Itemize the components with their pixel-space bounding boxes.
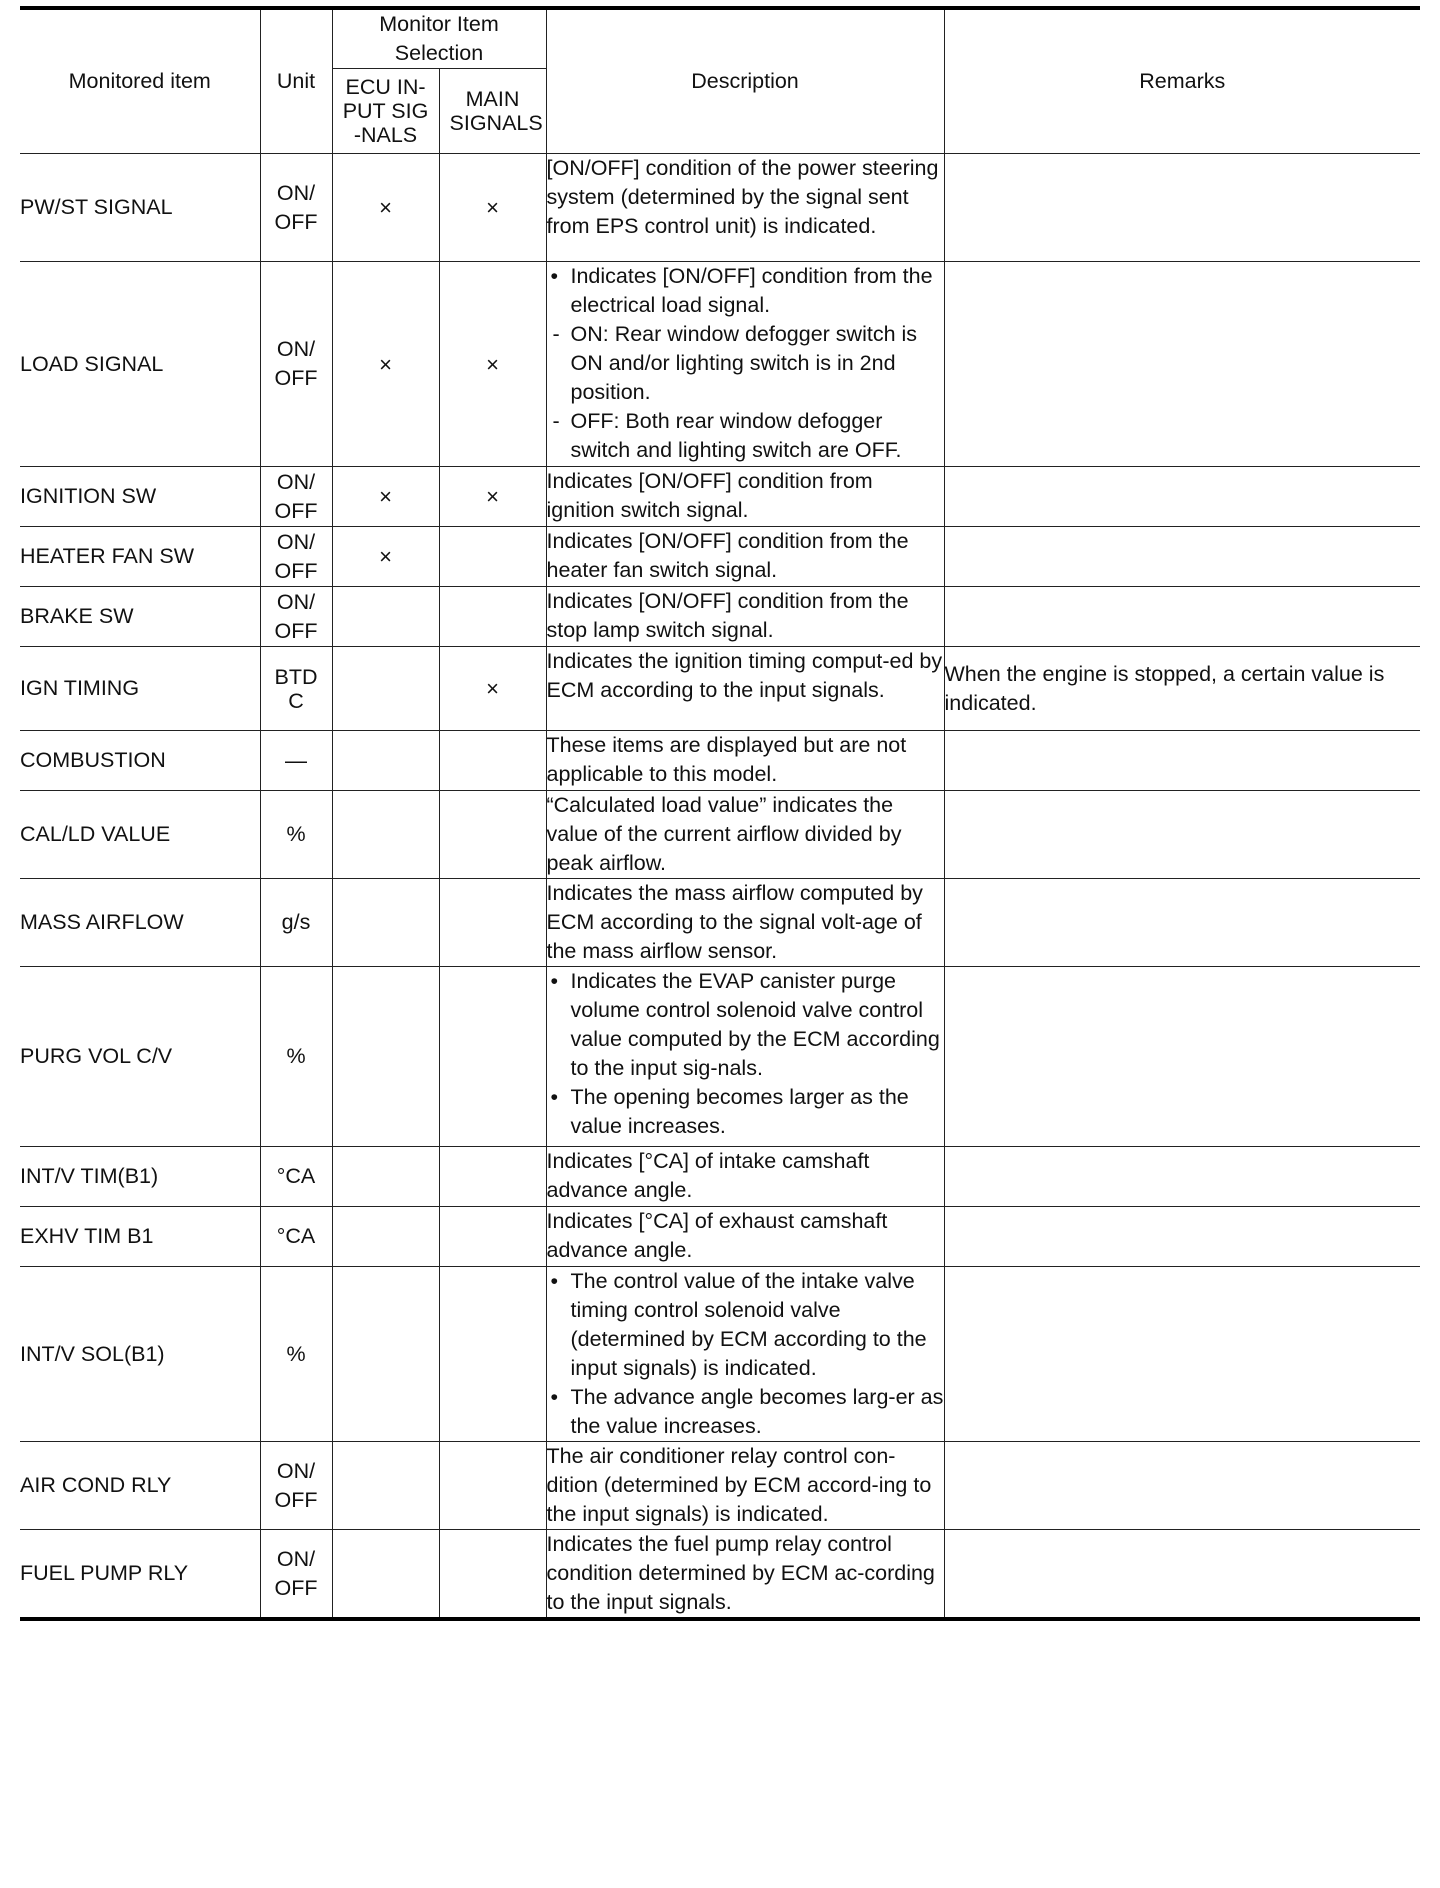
unit-cell: °CA (260, 1207, 332, 1267)
description-cell: “Calculated load value” indicates the value of the current airflow divided by peak airflow. (546, 791, 944, 879)
monitored-item-cell: AIR COND RLY (20, 1442, 260, 1530)
main-signals-mark (439, 731, 546, 791)
monitored-item-cell: EXHV TIM B1 (20, 1207, 260, 1267)
unit-cell: % (260, 1267, 332, 1442)
description-sub-item: - OFF: Both rear window defogger switch and lighting switch are OFF. (547, 407, 944, 465)
main-signals-mark (439, 1530, 546, 1620)
header-ecu-input-signals: ECU IN-PUT SIG-NALS (332, 69, 439, 154)
ecu-input-mark: × (332, 262, 439, 467)
remarks-cell (944, 791, 1420, 879)
remarks-cell (944, 262, 1420, 467)
monitored-item-cell: INT/V TIM(B1) (20, 1147, 260, 1207)
header-main-signals: MAIN SIGNALS (439, 69, 546, 154)
description-bullet: • Indicates the EVAP canister purge volume control solenoid valve control value computed by the ECM according to the input sig-nals. (547, 967, 944, 1083)
ecu-input-mark: × (332, 154, 439, 262)
unit-cell: BTD C (260, 647, 332, 731)
description-cell: Indicates the ignition timing comput-ed by ECM according to the input signals. (546, 647, 944, 731)
main-signals-mark (439, 527, 546, 587)
unit-cell: ON/ OFF (260, 1530, 332, 1620)
ecu-input-mark (332, 587, 439, 647)
description-cell: Indicates the mass airflow computed by ECM according to the signal volt-age of the mass airflow sensor. (546, 879, 944, 967)
monitored-item-cell: COMBUSTION (20, 731, 260, 791)
header-description: Description (546, 8, 944, 154)
description-cell (546, 1267, 944, 1442)
remarks-cell (944, 1267, 1420, 1442)
unit-cell: % (260, 967, 332, 1147)
monitored-item-cell: PW/ST SIGNAL (20, 154, 260, 262)
description-bullet: • Indicates [ON/OFF] condition from the electrical load signal. (547, 262, 944, 320)
table-row (20, 967, 1420, 1147)
main-signals-mark (439, 587, 546, 647)
remarks-cell (944, 467, 1420, 527)
ecu-input-mark (332, 1267, 439, 1442)
main-signals-mark (439, 791, 546, 879)
table-row (20, 1207, 1420, 1267)
ecu-input-mark: × (332, 527, 439, 587)
monitored-item-cell: MASS AIRFLOW (20, 879, 260, 967)
table-row (20, 527, 1420, 587)
monitored-item-cell: BRAKE SW (20, 587, 260, 647)
table-row (20, 467, 1420, 527)
monitored-item-cell: FUEL PUMP RLY (20, 1530, 260, 1620)
unit-cell: g/s (260, 879, 332, 967)
ecu-input-mark (332, 731, 439, 791)
table-row (20, 154, 1420, 262)
unit-cell: ON/ OFF (260, 587, 332, 647)
description-cell (546, 262, 944, 467)
unit-cell: ON/ OFF (260, 467, 332, 527)
description-bullet: • The advance angle becomes larg-er as the value increases. (547, 1383, 944, 1441)
description-bullet: • The opening becomes larger as the value increases. (547, 1083, 944, 1141)
table-row (20, 1530, 1420, 1620)
main-signals-mark: × (439, 467, 546, 527)
description-cell: [ON/OFF] condition of the power steering system (determined by the signal sent from EPS control unit) is indicated. (546, 154, 944, 262)
ecu-input-mark (332, 647, 439, 731)
table-row (20, 731, 1420, 791)
unit-cell: °CA (260, 1147, 332, 1207)
description-cell: Indicates [°CA] of exhaust camshaft advance angle. (546, 1207, 944, 1267)
description-cell: Indicates the fuel pump relay control condition determined by ECM ac-cording to the input signals. (546, 1530, 944, 1620)
remarks-cell (944, 587, 1420, 647)
monitored-item-cell: INT/V SOL(B1) (20, 1267, 260, 1442)
main-signals-mark (439, 1207, 546, 1267)
table-row (20, 647, 1420, 731)
table-row (20, 1442, 1420, 1530)
remarks-cell (944, 154, 1420, 262)
description-cell: Indicates [ON/OFF] condition from ignition switch signal. (546, 467, 944, 527)
ecu-input-mark (332, 1530, 439, 1620)
header-unit: Unit (260, 8, 332, 154)
table-row (20, 262, 1420, 467)
main-signals-mark (439, 1147, 546, 1207)
unit-cell: ON/ OFF (260, 154, 332, 262)
unit-cell: ON/ OFF (260, 1442, 332, 1530)
monitored-item-cell: IGNITION SW (20, 467, 260, 527)
remarks-cell (944, 1207, 1420, 1267)
description-cell: These items are displayed but are not applicable to this model. (546, 731, 944, 791)
main-signals-mark: × (439, 647, 546, 731)
description-cell: Indicates [ON/OFF] condition from the stop lamp switch signal. (546, 587, 944, 647)
description-bullet: • The control value of the intake valve timing control solenoid valve (determined by ECM according to the input signals) is indicated. (547, 1267, 944, 1383)
table-row (20, 1267, 1420, 1442)
remarks-cell (944, 1442, 1420, 1530)
ecu-input-mark (332, 879, 439, 967)
description-cell: Indicates [ON/OFF] condition from the heater fan switch signal. (546, 527, 944, 587)
remarks-cell (944, 967, 1420, 1147)
table-row (20, 791, 1420, 879)
unit-cell: % (260, 791, 332, 879)
description-sub-item: - ON: Rear window defogger switch is ON and/or lighting switch is in 2nd position. (547, 320, 944, 407)
description-cell: The air conditioner relay control con-dition (determined by ECM accord-ing to the input signals) is indicated. (546, 1442, 944, 1530)
remarks-cell (944, 1530, 1420, 1620)
remarks-cell: When the engine is stopped, a certain value is indicated. (944, 647, 1420, 731)
header-remarks: Remarks (944, 8, 1420, 154)
ecu-input-mark (332, 967, 439, 1147)
ecu-input-mark: × (332, 467, 439, 527)
remarks-cell (944, 527, 1420, 587)
ecu-input-mark (332, 1147, 439, 1207)
ecu-input-mark (332, 791, 439, 879)
monitored-item-cell: LOAD SIGNAL (20, 262, 260, 467)
unit-cell: — (260, 731, 332, 791)
main-signals-mark (439, 1267, 546, 1442)
table-row (20, 587, 1420, 647)
remarks-cell (944, 879, 1420, 967)
monitored-item-cell: IGN TIMING (20, 647, 260, 731)
description-cell: Indicates [°CA] of intake camshaft advance angle. (546, 1147, 944, 1207)
monitored-item-cell: HEATER FAN SW (20, 527, 260, 587)
ecu-input-mark (332, 1207, 439, 1267)
monitored-item-cell: CAL/LD VALUE (20, 791, 260, 879)
remarks-cell (944, 1147, 1420, 1207)
unit-cell: ON/ OFF (260, 527, 332, 587)
table-row (20, 879, 1420, 967)
description-cell (546, 967, 944, 1147)
main-signals-mark: × (439, 262, 546, 467)
main-signals-mark (439, 879, 546, 967)
main-signals-mark (439, 1442, 546, 1530)
main-signals-mark: × (439, 154, 546, 262)
monitor-items-table (20, 6, 1420, 1621)
table-row (20, 1147, 1420, 1207)
monitored-item-cell: PURG VOL C/V (20, 967, 260, 1147)
header-monitored-item: Monitored item (20, 8, 260, 154)
header-monitor-item-selection: Monitor Item Selection (332, 8, 546, 69)
main-signals-mark (439, 967, 546, 1147)
ecu-input-mark (332, 1442, 439, 1530)
remarks-cell (944, 731, 1420, 791)
unit-cell: ON/ OFF (260, 262, 332, 467)
